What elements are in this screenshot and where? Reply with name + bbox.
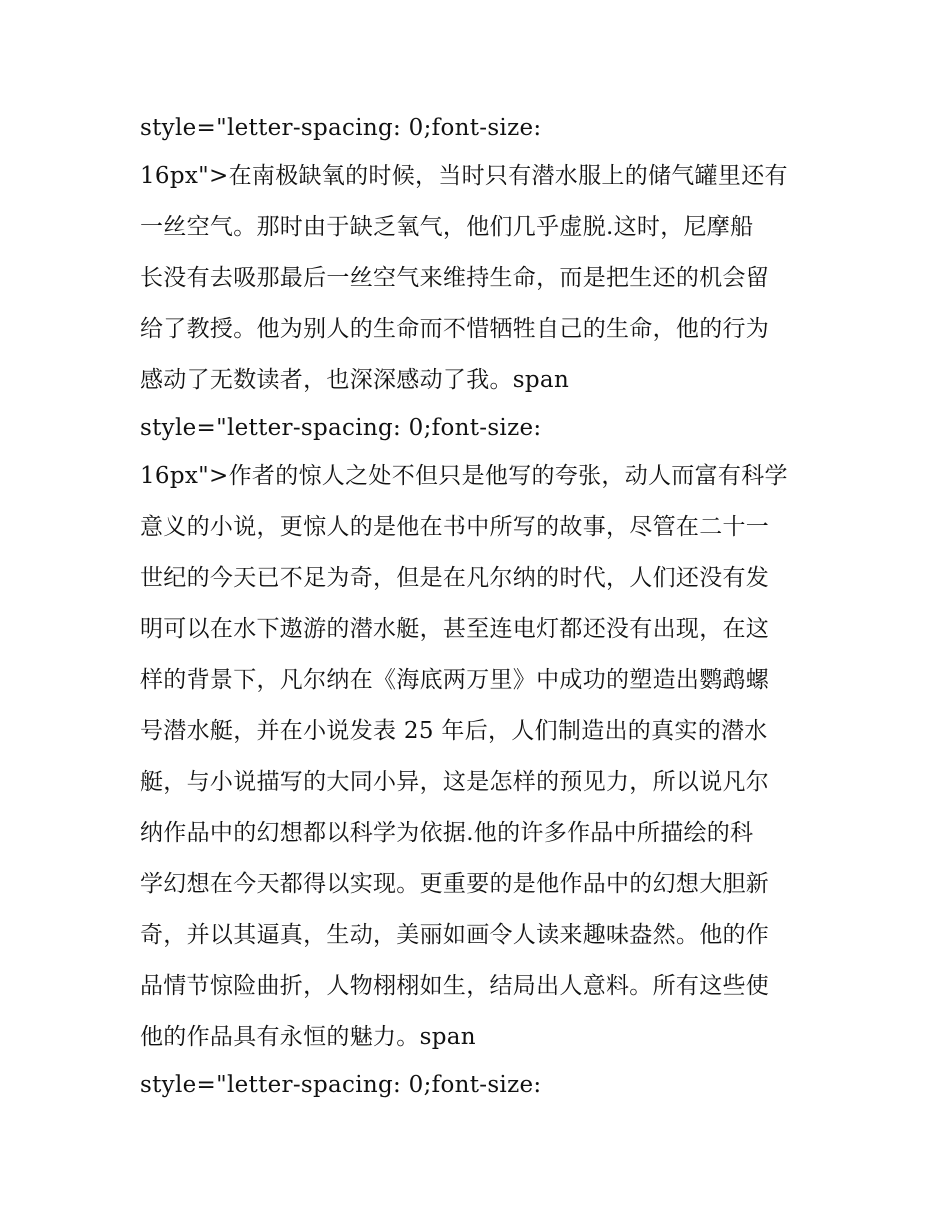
text-line: style="letter-spacing: 0;font-size: (140, 1072, 542, 1098)
text-line: 世纪的今天已不足为奇，但是在凡尔纳的时代，人们还没有发 (140, 565, 770, 591)
text-line: 16px">在南极缺氧的时候，当时只有潜水服上的储气罐里还有 (140, 163, 788, 189)
text-line: 他的作品具有永恒的魅力。span (140, 1024, 476, 1050)
text-line: 品情节惊险曲折，人物栩栩如生，结局出人意料。所有这些使 (140, 973, 770, 999)
text-line: 样的背景下，凡尔纳在《海底两万里》中成功的塑造出鹦鹉螺 (140, 667, 770, 693)
document-text (140, 106, 820, 1108)
text-line: 意义的小说，更惊人的是他在书中所写的故事，尽管在二十一 (140, 514, 770, 540)
text-line: 长没有去吸那最后一丝空气来维持生命，而是把生还的机会留 (140, 265, 770, 291)
text-line: 学幻想在今天都得以实现。更重要的是他作品中的幻想大胆新 (140, 871, 770, 897)
text-line: 奇，并以其逼真，生动，美丽如画令人读来趣味盎然。他的作 (140, 922, 770, 948)
text-line: 给了教授。他为别人的生命而不惜牺牲自己的生命，他的行为 (140, 316, 770, 342)
text-line: 艇，与小说描写的大同小异，这是怎样的预见力，所以说凡尔 (140, 769, 770, 795)
text-line: 一丝空气。那时由于缺乏氧气，他们几乎虚脱.这时，尼摩船 (140, 214, 754, 240)
text-line: 感动了无数读者，也深深感动了我。span (140, 367, 570, 393)
text-line: 号潜水艇，并在小说发表 25 年后，人们制造出的真实的潜水 (140, 718, 768, 744)
text-line: 明可以在水下遨游的潜水艇，甚至连电灯都还没有出现，在这 (140, 616, 770, 642)
text-line: style="letter-spacing: 0;font-size: (140, 415, 542, 441)
text-line: style="letter-spacing: 0;font-size: (140, 115, 542, 141)
text-line: 纳作品中的幻想都以科学为依据.他的许多作品中所描绘的科 (140, 820, 754, 846)
text-line: 16px">作者的惊人之处不但只是他写的夸张，动人而富有科学 (140, 463, 788, 489)
